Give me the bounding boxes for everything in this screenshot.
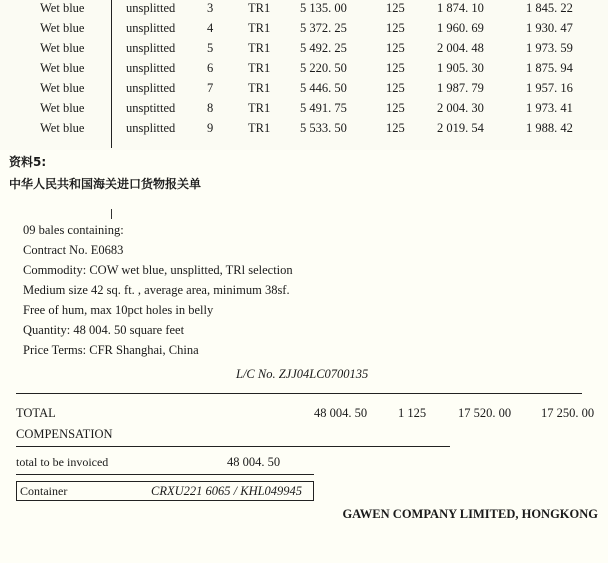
cell-gross: 2 004. 30 (437, 101, 484, 115)
cell-area: 5 492. 25 (300, 41, 347, 55)
table-row (0, 38, 608, 58)
cell-no: 7 (207, 81, 214, 95)
cell-net: 1 973. 59 (526, 41, 573, 55)
cell-count: 125 (386, 101, 405, 115)
container-number: CRXU221 6065 / KHL049945 (151, 484, 303, 498)
cell-grade: TR1 (248, 1, 271, 15)
total-gross: 17 520. 00 (458, 406, 512, 420)
cell-count: 125 (386, 61, 405, 75)
cell-area: 5 220. 50 (300, 61, 347, 75)
cell-net: 1 973. 41 (526, 101, 573, 115)
cell-count: 125 (386, 41, 405, 55)
description-line: Quantity: 48 004. 50 square feet (23, 323, 185, 337)
section-title: 中华人民共和国海关进口货物报关单 (9, 177, 202, 191)
cell-color: Wet blue (40, 21, 85, 35)
cell-no: 3 (207, 1, 214, 15)
cell-grade: TR1 (248, 41, 271, 55)
description-line: Price Terms: CFR Shanghai, China (23, 343, 199, 357)
compensation-label: COMPENSATION (16, 427, 113, 441)
cell-color: Wet blue (40, 41, 85, 55)
cell-area: 5 372. 25 (300, 21, 347, 35)
cell-split: unsptitted (126, 101, 176, 115)
container-box (16, 481, 314, 501)
description-line: Free of hum, max 10pct holes in belly (23, 303, 214, 317)
cell-gross: 2 004. 48 (437, 41, 484, 55)
total-net: 17 250. 00 (541, 406, 595, 420)
cell-split: unsplitted (126, 61, 176, 75)
cell-color: Wet blue (40, 81, 85, 95)
invoice-label: total to be invoiced (16, 455, 109, 469)
cell-split: unsplitted (126, 21, 176, 35)
cell-no: 6 (207, 61, 214, 75)
cell-area: 5 135. 00 (300, 1, 347, 15)
cell-split: unsplitted (126, 121, 176, 135)
cell-net: 1 957. 16 (526, 81, 573, 95)
cell-net: 1 930. 47 (526, 21, 573, 35)
cell-gross: 2 019. 54 (437, 121, 484, 135)
cell-color: Wet blue (40, 121, 85, 135)
cell-color: Wet blue (40, 61, 85, 75)
company-name: GAWEN COMPANY LIMITED, HONGKONG (342, 507, 598, 521)
cell-count: 125 (386, 121, 405, 135)
cell-net: 1 845. 22 (526, 1, 573, 15)
cell-area: 5 491. 75 (300, 101, 347, 115)
cell-grade: TR1 (248, 101, 271, 115)
cell-no: 5 (207, 41, 214, 55)
table-row (0, 98, 608, 118)
rule-line (16, 393, 582, 394)
description-line: Medium size 42 sq. ft. , average area, minimum 38sf. (23, 283, 290, 297)
cell-color: Wet blue (40, 101, 85, 115)
invoice-value: 48 004. 50 (227, 455, 281, 469)
section-label: 资料5: (9, 155, 47, 169)
cell-grade: TR1 (248, 81, 271, 95)
cell-grade: TR1 (248, 61, 271, 75)
table-row (0, 0, 608, 18)
description-line: Commodity: COW wet blue, unsplitted, TRl selection (23, 263, 293, 277)
cell-gross: 1 874. 10 (437, 1, 484, 15)
cell-color: Wet blue (40, 1, 85, 15)
total-count: 1 125 (398, 406, 427, 420)
table-row (0, 118, 608, 138)
cell-net: 1 988. 42 (526, 121, 573, 135)
total-area: 48 004. 50 (314, 406, 368, 420)
cell-split: unsplitted (126, 81, 176, 95)
cell-gross: 1 960. 69 (437, 21, 484, 35)
table-row (0, 78, 608, 98)
cell-split: unsplitted (126, 41, 176, 55)
cell-gross: 1 905. 30 (437, 61, 484, 75)
rule-line (16, 474, 314, 475)
cell-split: unsplitted (126, 1, 176, 15)
cell-count: 125 (386, 81, 405, 95)
description-line: 09 bales containing: (23, 223, 124, 237)
cell-no: 4 (207, 21, 214, 35)
table-row (0, 18, 608, 38)
cell-grade: TR1 (248, 21, 271, 35)
total-label: TOTAL (16, 406, 56, 420)
cell-count: 125 (386, 21, 405, 35)
rule-line (16, 446, 450, 447)
cell-count: 125 (386, 1, 405, 15)
description-line: Contract No. E0683 (23, 243, 124, 257)
cell-no: 8 (207, 101, 214, 115)
cell-gross: 1 987. 79 (437, 81, 484, 95)
table-row (0, 58, 608, 78)
cell-area: 5 446. 50 (300, 81, 347, 95)
lc-number: L/C No. ZJJ04LC0700135 (236, 367, 369, 381)
cell-area: 5 533. 50 (300, 121, 347, 135)
cell-grade: TR1 (248, 121, 271, 135)
cell-net: 1 875. 94 (526, 61, 573, 75)
cell-no: 9 (207, 121, 214, 135)
tick-mark (111, 209, 112, 219)
container-label: Container (20, 484, 68, 498)
